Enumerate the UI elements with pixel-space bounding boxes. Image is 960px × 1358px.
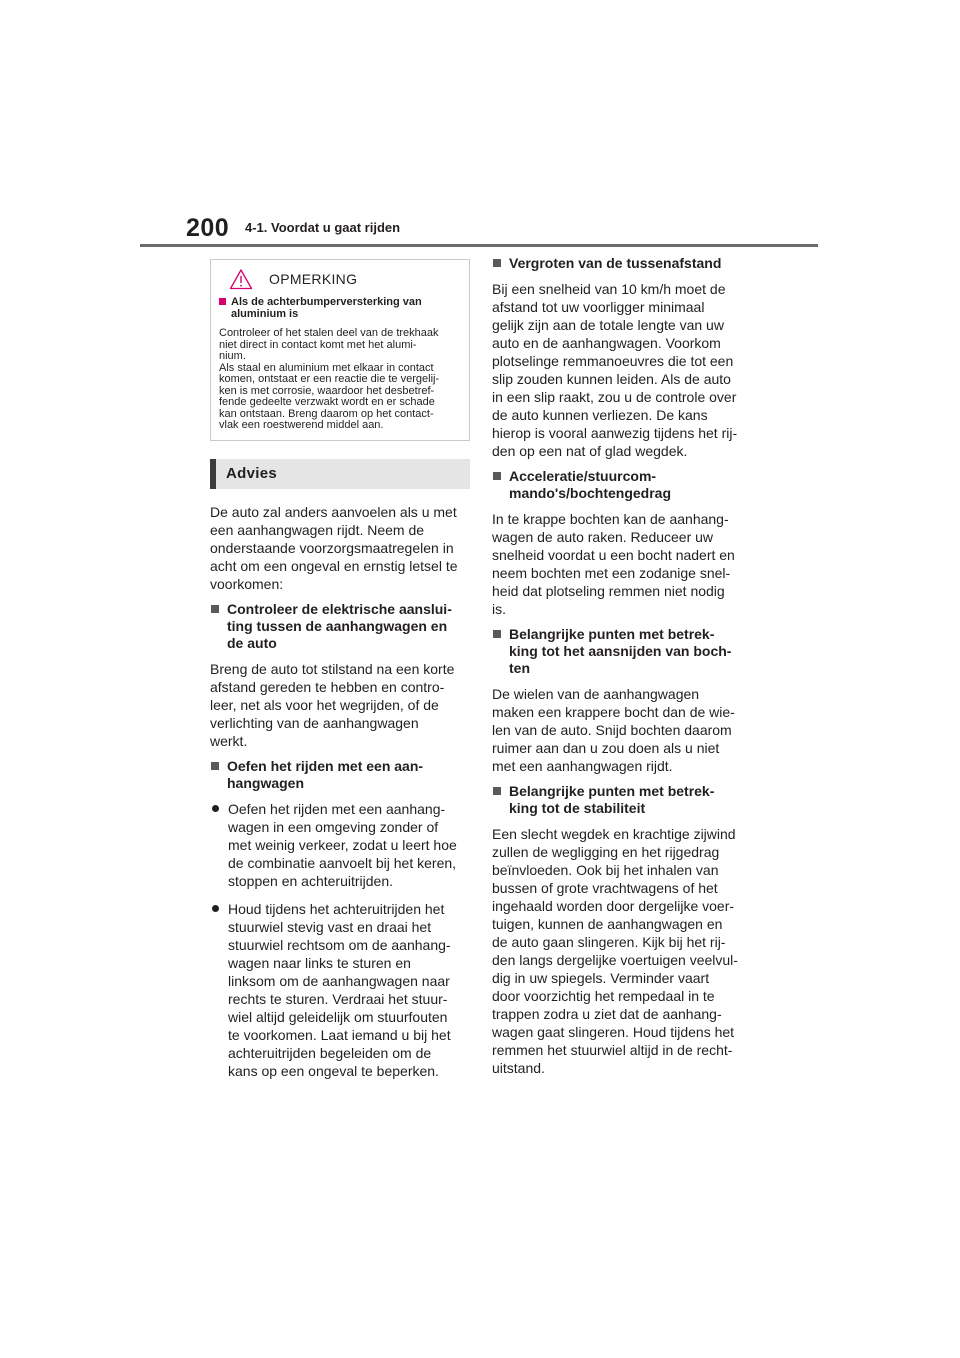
left-column <box>210 259 470 1090</box>
paragraph-stability: Een slecht wegdek en krachtige zijwind zullen de wegligging en het rijgedrag beïnvloeden. Ook bij het inhalen van bussen of grote vrachtwagens of het ingehaald worden door dergelijke voer- tuigen, kunnen de aanhangwagen en de auto gaan slingeren. Kijk bij het rij- den langs dergelijke voertuigen veelvul- dig in uw spiegels. Verminder vaart door voorzichtig het rempedaal in te trappen zodra u ziet dat de aanhang- wagen gaat slingeren. Houd tijdens het remmen het stuurwiel altijd in de recht- uitstand. <box>492 826 738 1076</box>
warning-triangle-icon <box>229 268 253 290</box>
advies-title: Advies <box>226 465 277 482</box>
note-subheading <box>219 296 461 320</box>
bullet-dot <box>212 905 219 912</box>
note-square-marker <box>219 298 226 305</box>
bullet-text: Oefen het rijden met een aanhang- wagen in een omgeving zonder of met weinig verkeer, zodat u leert hoe de combinatie aanvoelt bij het keren, stoppen en achteruitrijden. <box>228 800 457 889</box>
heading-following-distance <box>492 255 752 272</box>
heading-text: Belangrijke punten met betrek- king tot de stabiliteit <box>509 783 715 816</box>
heading-text: Belangrijke punten met betrek- king tot het aansnijden van boch- ten <box>509 626 732 676</box>
note-text: Controleer of het stalen deel van de trekhaak niet direct in contact komt met het alumi- nium. Als staal en aluminium met elkaar in contact komen, ontstaat er een reactie die te vergelij- ken is met corrosie, waardoor het desbetref- fende gedeelte verzwakt wordt en er schade kan ontstaan. Breng daarom op het contact- vlak een roestwerend middel aan. <box>219 327 440 431</box>
heading-text: Acceleratie/stuurcom- mando's/bochtengedrag <box>509 468 672 501</box>
section-title: 4-1. Voordat u gaat rijden <box>245 220 401 235</box>
heading-acceleration-steering <box>492 468 752 502</box>
heading-text: Oefen het rijden met een aan- hangwagen <box>227 757 424 791</box>
heading-text: Controleer de elektrische aanslui- ting tussen de aanhangwagen en de auto <box>227 600 452 651</box>
note-box <box>210 259 470 441</box>
square-bullet <box>493 472 501 480</box>
bullet-text: Houd tijdens het achteruitrijden het stuurwiel stevig vast en draai het stuurwiel rechtsom om de aanhang- wagen naar links te sturen en linksom om de aanhangwagen naar rechts te sturen. Verdraai het stuur- wiel altijd geleidelijk om stuurfouten te voorkomen. Laat iemand u bij het achteruitrijden begeleiden om de kans op een ongeval te beperken. <box>228 900 451 1079</box>
note-title: OPMERKING <box>269 271 358 287</box>
heading-stability <box>492 783 752 817</box>
paragraph-acceleration-steering: In te krappe bochten kan de aanhang- wagen de auto raken. Reduceer uw snelheid voordat u een bocht nadert en neem bochten met een zodanige snel- heid dat plotseling remmen niet nodig is. <box>492 511 735 617</box>
square-bullet <box>493 630 501 638</box>
note-subheading-text: Als de achterbumperversterking van aluminium is <box>231 296 422 320</box>
bullet-practice <box>210 800 470 890</box>
heading-text: Vergroten van de tussenafstand <box>509 255 722 271</box>
paragraph-following-distance: Bij een snelheid van 10 km/h moet de afstand tot uw voorligger minimaal gelijk zijn aan de totale lengte van uw auto en de aanhangwagen. Voorkom plotselinge remmanoeuvres die tot een slip zouden kunnen leiden. Als de auto in een slip raakt, zou u de controle over de auto kunnen verliezen. De kans hierop is vooral aanwezig tijdens het rij- den op een nat of glad wegdek. <box>492 281 738 459</box>
bullet-dot <box>212 805 219 812</box>
paragraph-electrical-connection: Breng de auto tot stilstand na een korte afstand gereden te hebben en contro- leer, net als voor het wegrijden, of de verlichting van de aanhangwagen werkt. <box>210 660 455 749</box>
paragraph-cornering: De wielen van de aanhangwagen maken een krappere bocht dan de wie- len van de auto. Snijd bochten daarom ruimer aan dan u zou doen als u niet met een aanhangwagen rijdt. <box>492 686 735 774</box>
bullet-reversing <box>210 900 470 1080</box>
heading-cornering <box>492 626 752 677</box>
square-bullet <box>493 259 501 267</box>
intro-paragraph: De auto zal anders aanvoelen als u met een aanhangwagen rijdt. Neem de onderstaande voorzorgsmaatregelen in acht om een ongeval en ernstig letsel te voorkomen: <box>210 503 458 592</box>
square-bullet <box>493 787 501 795</box>
page-number: 200 <box>186 214 230 242</box>
square-bullet <box>211 762 219 770</box>
note-header <box>219 266 461 292</box>
header-rule <box>140 244 818 247</box>
advies-heading <box>210 459 470 489</box>
square-bullet <box>211 605 219 613</box>
heading-practice <box>210 758 470 792</box>
right-column <box>492 255 752 1085</box>
heading-electrical-connection <box>210 601 470 652</box>
